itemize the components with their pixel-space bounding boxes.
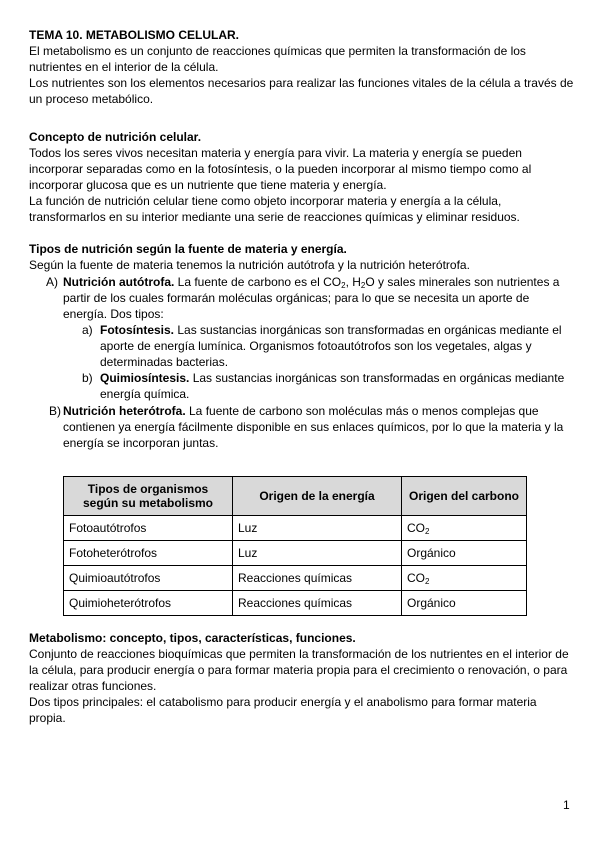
list-marker: b) <box>82 371 93 385</box>
table-row <box>64 591 527 616</box>
list-item-heterotrofa <box>29 403 575 451</box>
cell-energia: Reacciones químicas <box>233 566 402 591</box>
nutricion-heading: Concepto de nutrición celular. <box>29 130 202 144</box>
list-item-autotrofa <box>29 274 575 322</box>
header-tipos: Tipos de organismos según su metabolismo <box>64 477 233 516</box>
cell-energia: Reacciones químicas <box>233 591 402 616</box>
cell-carbono: $CO_2$ <box>402 566 527 591</box>
metabolismo-heading: Metabolismo: concepto, tipos, características, funciones. <box>29 631 356 645</box>
header-energia: Origen de la energía <box>233 477 402 516</box>
page-number: 1 <box>563 798 570 812</box>
cell-carbono: Orgánico <box>402 591 527 616</box>
header-carbono: Origen del carbono <box>402 477 527 516</box>
table-row <box>64 541 527 566</box>
list-item-quimiosintesis <box>29 370 575 402</box>
cell-energia: Luz <box>233 516 402 541</box>
autotrofa-text-before: La fuente de carbono es el CO <box>174 275 342 289</box>
nutricion-paragraph-2: La función de nutrición celular tiene como objeto incorporar materia y energía a la célula, transformarlos en su interior mediante una serie de reacciones químicas y eliminar residuos. <box>29 194 520 224</box>
cell-organismo: Fotoautótrofos <box>64 516 233 541</box>
cell-carbono: $CO_2$ <box>402 516 527 541</box>
metabolism-types-table <box>63 476 527 616</box>
autotrofa-text-mid: , H <box>345 275 361 289</box>
autotrofa-text-after: O y sales minerales son nutrientes a partir de los cuales formarán moléculas orgánicas; para lo que se necesita un aporte de energía. Dos tipos: <box>63 275 560 321</box>
cell-carbono: Orgánico <box>402 541 527 566</box>
heterotrofa-text: La fuente de carbono son moléculas más o menos complejas que contienen ya energía fácilmente disponible en sus enlaces químicos, por lo que la materia y la energía se incorporan juntas. <box>63 404 564 450</box>
list-marker: B) <box>49 404 61 418</box>
fotosintesis-text: Las sustancias inorgánicas son transformadas en orgánicas mediante el aporte de energía lumínica. Organismos fotoautótrofos son los vegetales, algas y determinadas bacterias. <box>100 323 562 369</box>
tipos-intro: Según la fuente de materia tenemos la nutrición autótrofa y la nutrición heterótrofa. <box>29 258 470 272</box>
heterotrofa-title: Nutrición heterótrofa. <box>63 404 186 418</box>
intro-paragraph-1: El metabolismo es un conjunto de reacciones químicas que permiten la transformación de los nutrientes en el interior de la célula. <box>29 44 526 74</box>
table-row <box>64 516 527 541</box>
nutricion-paragraph-1: Todos los seres vivos necesitan materia y energía para vivir. La materia y energía se pueden incorporar separadas como en la fotosíntesis, o la pueden incorporar al mismo tiempo como al incorporar glucosa que es un nutriente que tiene materia y energía. <box>29 146 532 192</box>
intro-paragraph-2: Los nutrientes son los elementos necesarios para realizar las funciones vitales de la célula a través de un proceso metabólico. <box>29 76 574 106</box>
quimiosintesis-title: Quimiosíntesis. <box>100 371 190 385</box>
table-row <box>64 566 527 591</box>
document-page <box>29 27 575 451</box>
page-title: TEMA 10. METABOLISMO CELULAR. <box>29 28 239 42</box>
autotrofa-title: Nutrición autótrofa. <box>63 275 175 289</box>
table-header-row <box>64 477 527 516</box>
fotosintesis-title: Fotosíntesis. <box>100 323 175 337</box>
cell-organismo: Quimioheterótrofos <box>64 591 233 616</box>
metabolismo-paragraph-1: Conjunto de reacciones bioquímicas que permiten la transformación de los nutrientes en el interior de la célula, para producir energía o para formar materia propia para el crecimiento o renovación, o para realizar otras funciones. <box>29 647 569 693</box>
list-marker: a) <box>82 323 93 337</box>
list-marker: A) <box>46 275 58 289</box>
subscript: 2 <box>360 281 366 290</box>
cell-organismo: Fotoheterótrofos <box>64 541 233 566</box>
cell-energia: Luz <box>233 541 402 566</box>
metabolismo-paragraph-2: Dos tipos principales: el catabolismo para producir energía y el anabolismo para formar materia propia. <box>29 695 537 725</box>
subscript: 2 <box>341 281 346 290</box>
tipos-heading: Tipos de nutrición según la fuente de materia y energía. <box>29 242 347 256</box>
metabolismo-section <box>29 630 575 726</box>
cell-organismo: Quimioautótrofos <box>64 566 233 591</box>
list-item-fotosintesis <box>29 322 575 370</box>
quimiosintesis-text: Las sustancias inorgánicas son transformadas en orgánicas mediante energía química. <box>100 371 565 401</box>
